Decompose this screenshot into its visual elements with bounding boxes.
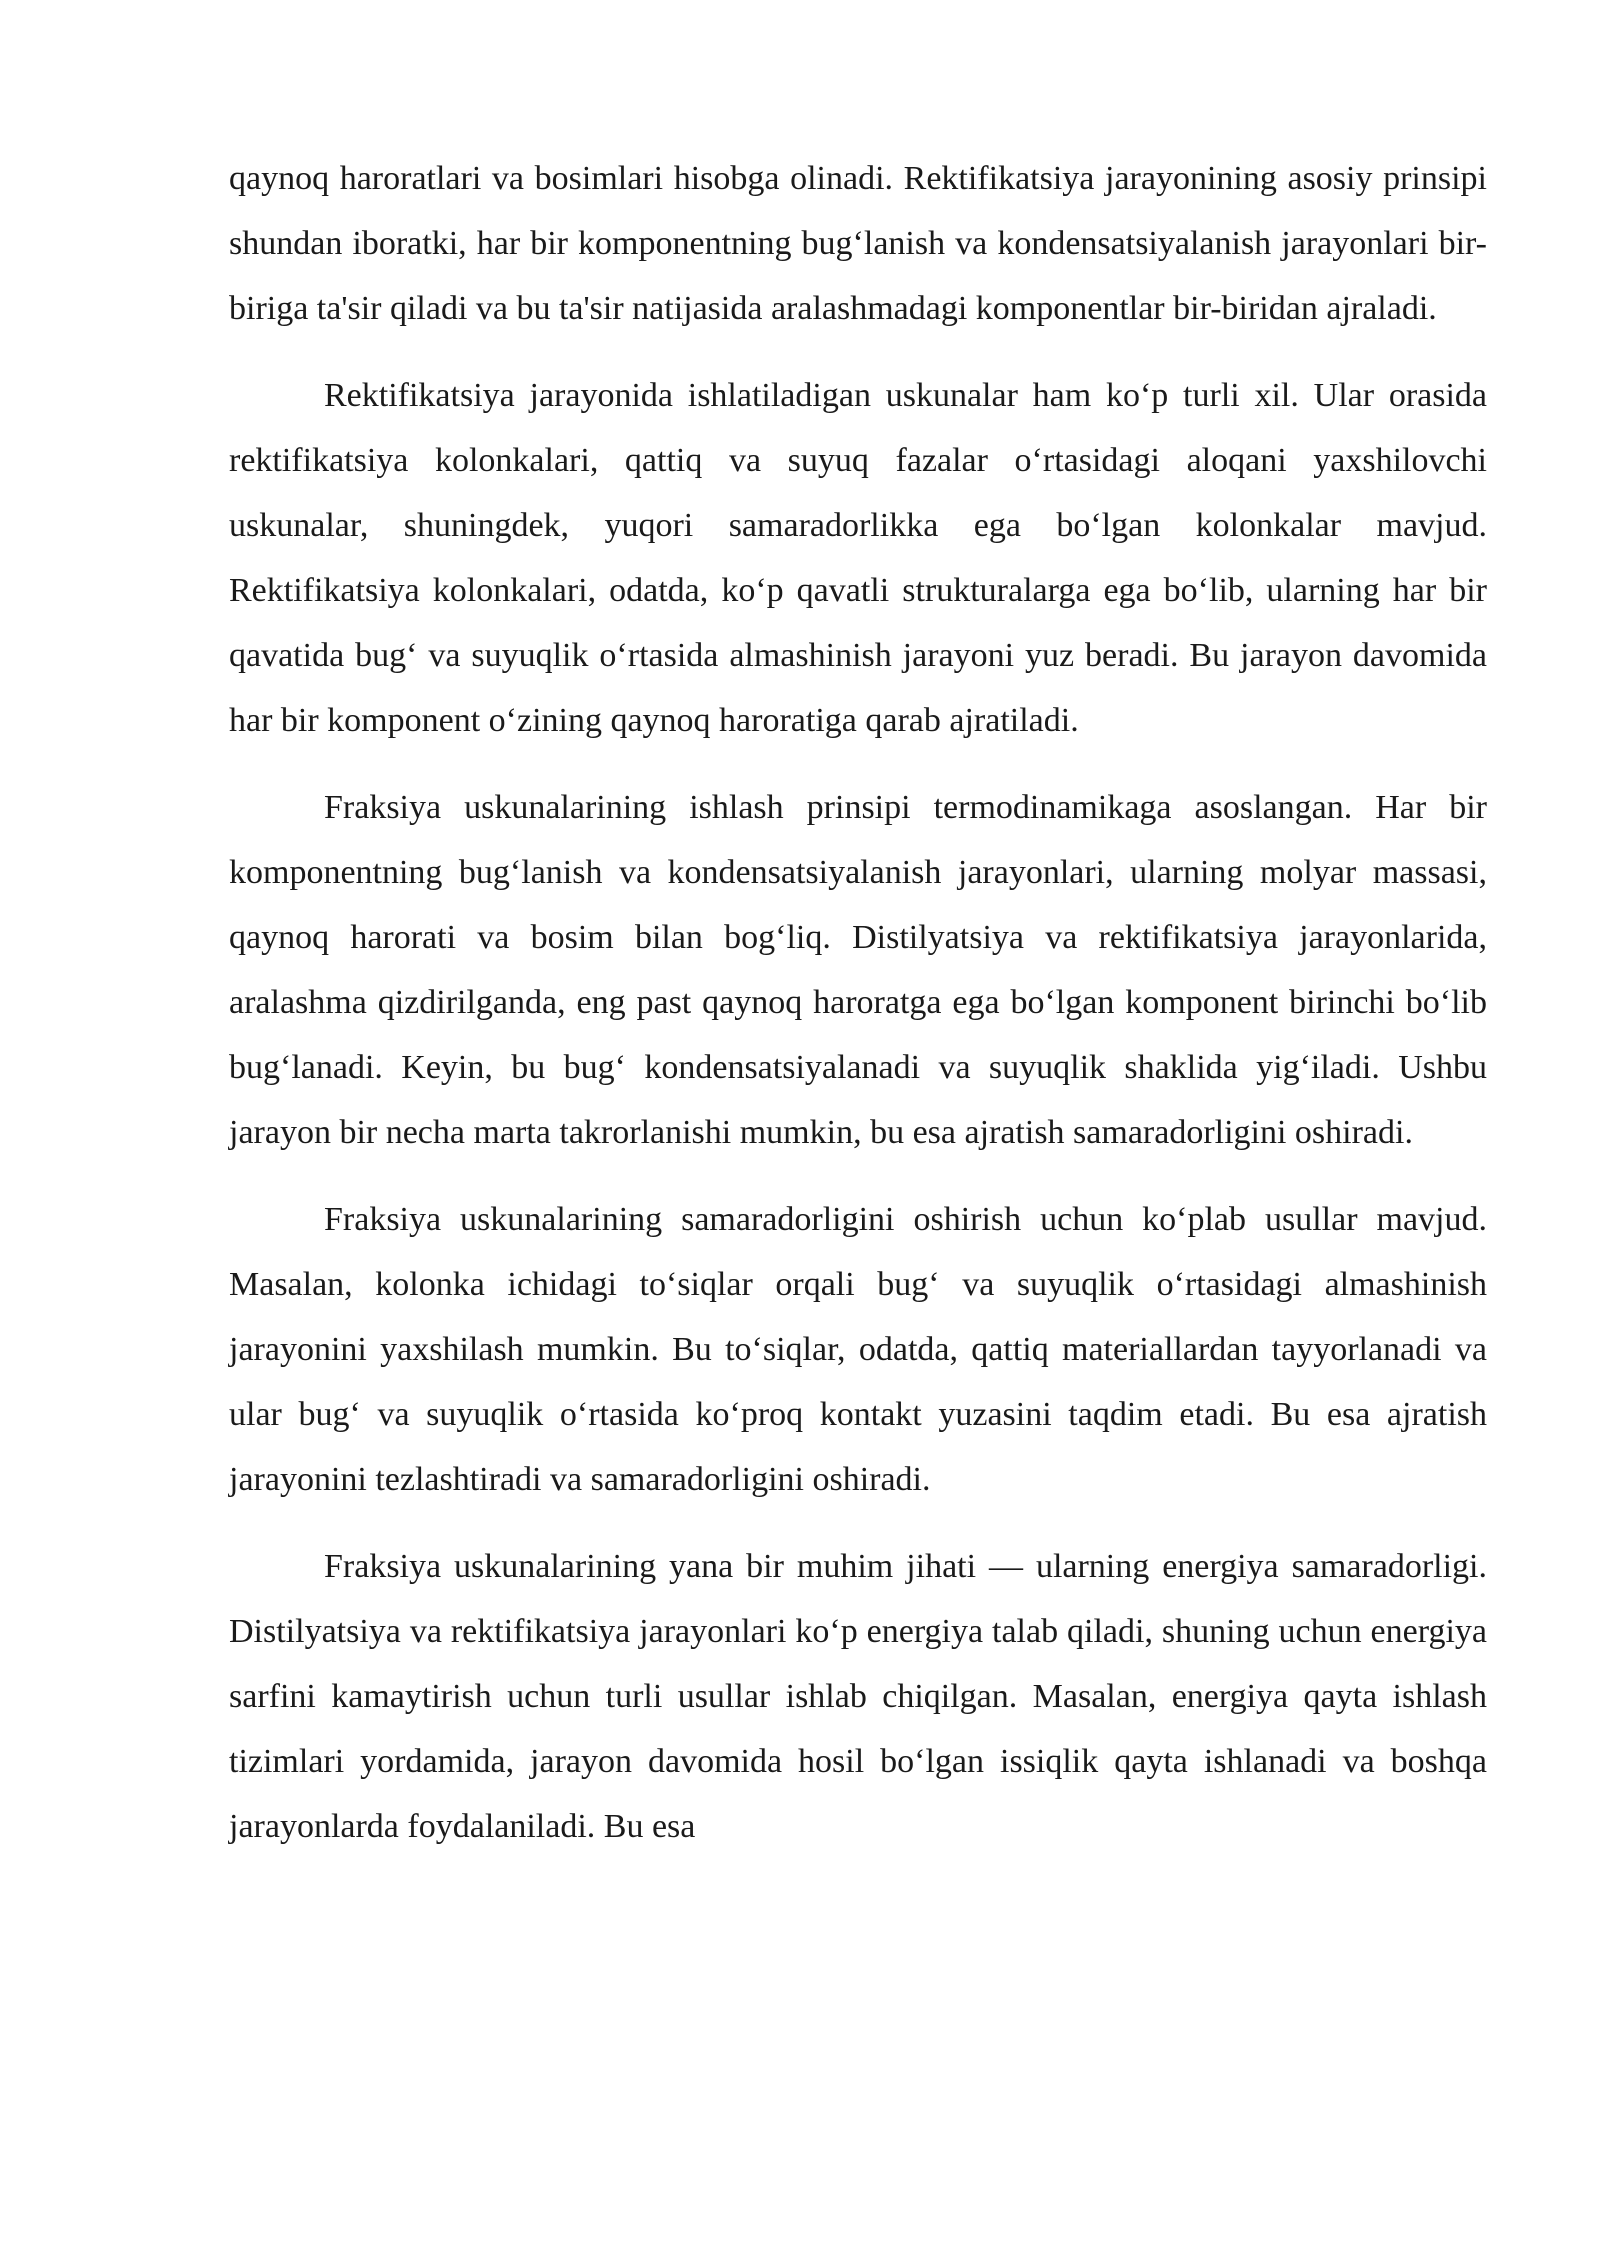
paragraph-5: Fraksiya uskunalarining yana bir muhim jihati — ularning energiya samaradorligi. Distilyatsiya va rektifikatsiya jarayonlari ko‘p energiya talab qiladi, shuning uchun energiya sarfini kamaytirish uchun turli usullar ishlab chiqilgan. Masalan, energiya qayta ishlash tizimlari yordamida, jarayon davomida hosil bo‘lgan issiqlik qayta ishlanadi va boshqa jarayonlarda foydalaniladi. Bu esa	[229, 1548, 1487, 1845]
paragraph-2: Rektifikatsiya jarayonida ishlatiladigan uskunalar ham ko‘p turli xil. Ular orasida rektifikatsiya kolonkalari, qattiq va suyuq fazalar o‘rtasidagi aloqani yaxshilovchi uskunalar, shuningdek, yuqori samaradorlikka ega bo‘lgan kolonkalar mavjud. Rektifikatsiya kolonkalari, odatda, ko‘p qavatli strukturalarga ega bo‘lib, ularning har bir qavatida bug‘ va suyuqlik o‘rtasida almashinish jarayoni yuz beradi. Bu jarayon davomida har bir komponent o‘zining qaynoq haroratiga qarab ajratiladi.	[229, 377, 1487, 739]
paragraph-3: Fraksiya uskunalarining ishlash prinsipi termodinamikaga asoslangan. Har bir komponentning bug‘lanish va kondensatsiyalanish jarayonlari, ularning molyar massasi, qaynoq harorati va bosim bilan bog‘liq. Distilyatsiya va rektifikatsiya jarayonlarida, aralashma qizdirilganda, eng past qaynoq haroratga ega bo‘lgan komponent birinchi bo‘lib bug‘lanadi. Keyin, bu bug‘ kondensatsiyalanadi va suyuqlik shaklida yig‘iladi. Ushbu jarayon bir necha marta takrorlanishi mumkin, bu esa ajratish samaradorligini oshiradi.	[229, 789, 1487, 1151]
paragraph-4: Fraksiya uskunalarining samaradorligini oshirish uchun ko‘plab usullar mavjud. Masalan, kolonka ichidagi to‘siqlar orqali bug‘ va suyuqlik o‘rtasidagi almashinish jarayonini yaxshilash mumkin. Bu to‘siqlar, odatda, qattiq materiallardan tayyorlanadi va ular bug‘ va suyuqlik o‘rtasida ko‘proq kontakt yuzasini taqdim etadi. Bu esa ajratish jarayonini tezlashtiradi va samaradorligini oshiradi.	[229, 1201, 1487, 1498]
paragraph-1: qaynoq haroratlari va bosimlari hisobga olinadi. Rektifikatsiya jarayonining asosiy prinsipi shundan iboratki, har bir komponentning bug‘lanish va kondensatsiyalanish jarayonlari bir-biriga ta'sir qiladi va bu ta'sir natijasida aralashmadagi komponentlar bir-biridan ajraladi.	[229, 160, 1487, 327]
document-body	[229, 146, 1487, 1881]
